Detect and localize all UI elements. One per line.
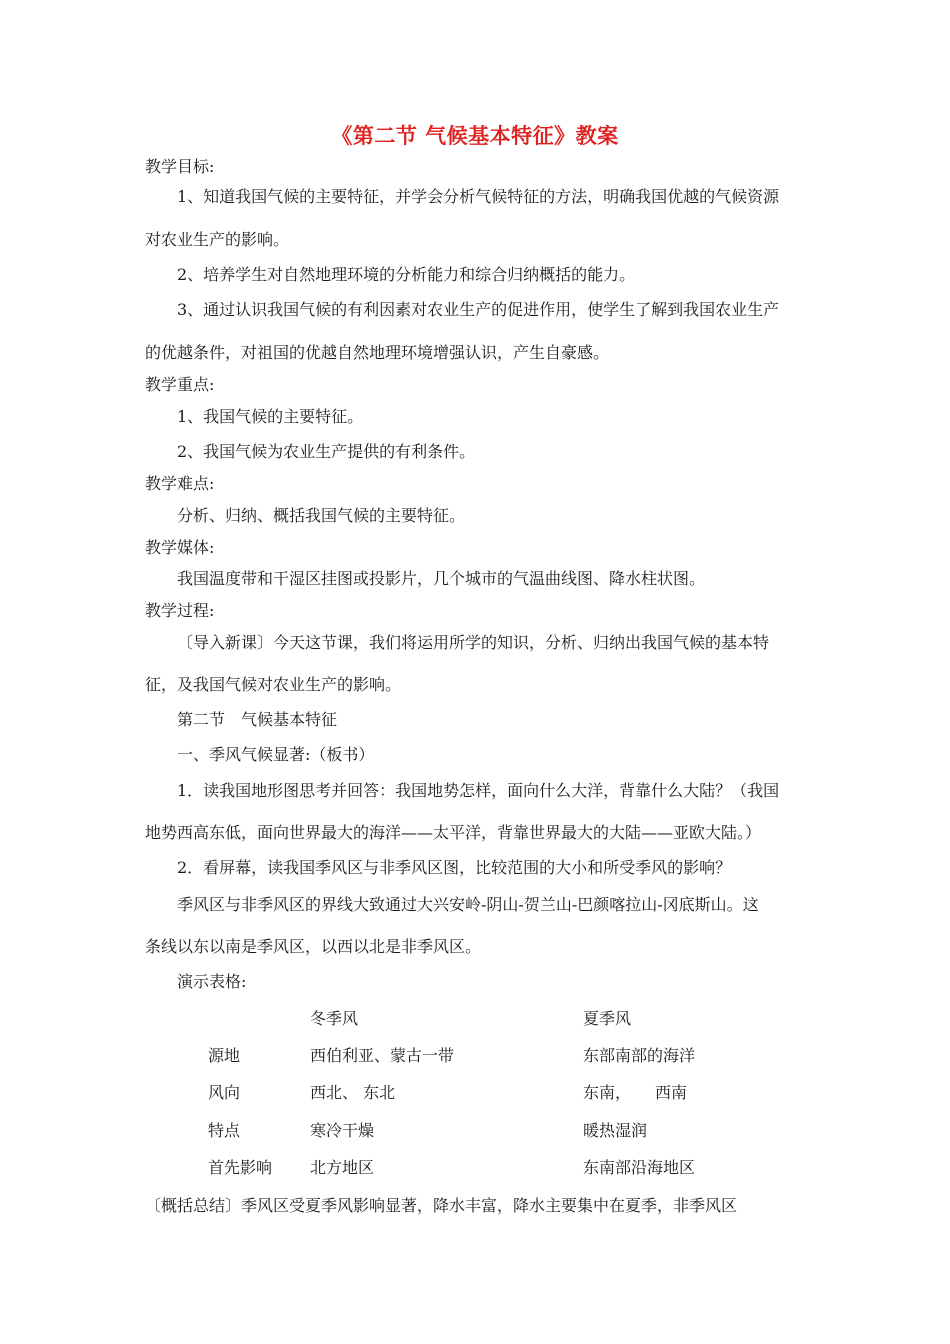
question-1-line-2: 地势西高东低，面向世界最大的海洋——太平洋，背靠世界最大的大陆——亚欧大陆。） (145, 823, 762, 842)
table-header-summer: 夏季风 (583, 1009, 632, 1028)
key-points-heading: 教学重点: (145, 375, 215, 394)
objective-1-line-1: 1、知道我国气候的主要特征，并学会分析气候特征的方法，明确我国优越的气候资源 (177, 187, 780, 206)
table-row-label: 特点 (208, 1121, 241, 1140)
intro-line-2: 征，及我国气候对农业生产的影响。 (145, 675, 402, 694)
table-cell: 暖热湿润 (583, 1121, 648, 1140)
table-cell: 东南部沿海地区 (583, 1158, 696, 1177)
table-cell: 东南， 西南 (583, 1083, 688, 1102)
key-point-2: 2、我国气候为农业生产提供的有利条件。 (177, 442, 476, 461)
page-title: 《第二节 气候基本特征》教案 (331, 123, 619, 148)
objective-3-line-1: 3、通过认识我国气候的有利因素对农业生产的促进作用，使学生了解到我国农业生产 (177, 300, 780, 319)
question-1-line-1: 1．读我国地形图思考并回答：我国地势怎样，面向什么大洋，背靠什么大陆？（我国 (177, 781, 780, 800)
section-heading: 第二节 气候基本特征 (177, 710, 338, 729)
table-cell: 西伯利亚、蒙古一带 (310, 1046, 455, 1065)
media-heading: 教学媒体: (145, 538, 215, 557)
table-cell: 寒冷干燥 (310, 1121, 375, 1140)
key-point-1: 1、我国气候的主要特征。 (177, 407, 364, 426)
objective-1-line-2: 对农业生产的影响。 (145, 230, 290, 249)
objectives-heading: 教学目标: (145, 157, 215, 176)
media-1: 我国温度带和干湿区挂图或投影片，几个城市的气温曲线图、降水柱状图。 (177, 569, 706, 588)
subsection-heading: 一、季风气候显著:（板书） (177, 745, 375, 764)
summary-line: 〔概括总结〕季风区受夏季风影响显著，降水丰富，降水主要集中在夏季，非季风区 (145, 1196, 738, 1215)
difficulties-heading: 教学难点: (145, 474, 215, 493)
intro-line-1: 〔导入新课〕今天这节课，我们将运用所学的知识，分析、归纳出我国气候的基本特 (177, 633, 770, 652)
question-2: 2．看屏幕，读我国季风区与非季风区图，比较范围的大小和所受季风的影响？ (177, 858, 732, 877)
table-cell: 东部南部的海洋 (583, 1046, 696, 1065)
objective-2: 2、培养学生对自然地理环境的分析能力和综合归纳概括的能力。 (177, 265, 636, 284)
difficulty-1: 分析、归纳、概括我国气候的主要特征。 (177, 506, 466, 525)
objective-3-line-2: 的优越条件，对祖国的优越自然地理环境增强认识，产生自豪感。 (145, 343, 610, 362)
table-row-label: 风向 (208, 1083, 241, 1102)
table-cell: 西北、 东北 (310, 1083, 396, 1102)
table-header-winter: 冬季风 (310, 1009, 359, 1028)
table-row-label: 源地 (208, 1046, 241, 1065)
process-heading: 教学过程: (145, 601, 215, 620)
boundary-line-2: 条线以东以南是季风区，以西以北是非季风区。 (145, 937, 482, 956)
table-cell: 北方地区 (310, 1158, 375, 1177)
table-row-label: 首先影响 (208, 1158, 273, 1177)
demo-table-label: 演示表格: (177, 972, 247, 991)
boundary-line-1: 季风区与非季风区的界线大致通过大兴安岭-阴山-贺兰山-巴颜喀拉山-冈底斯山。这 (177, 895, 759, 914)
